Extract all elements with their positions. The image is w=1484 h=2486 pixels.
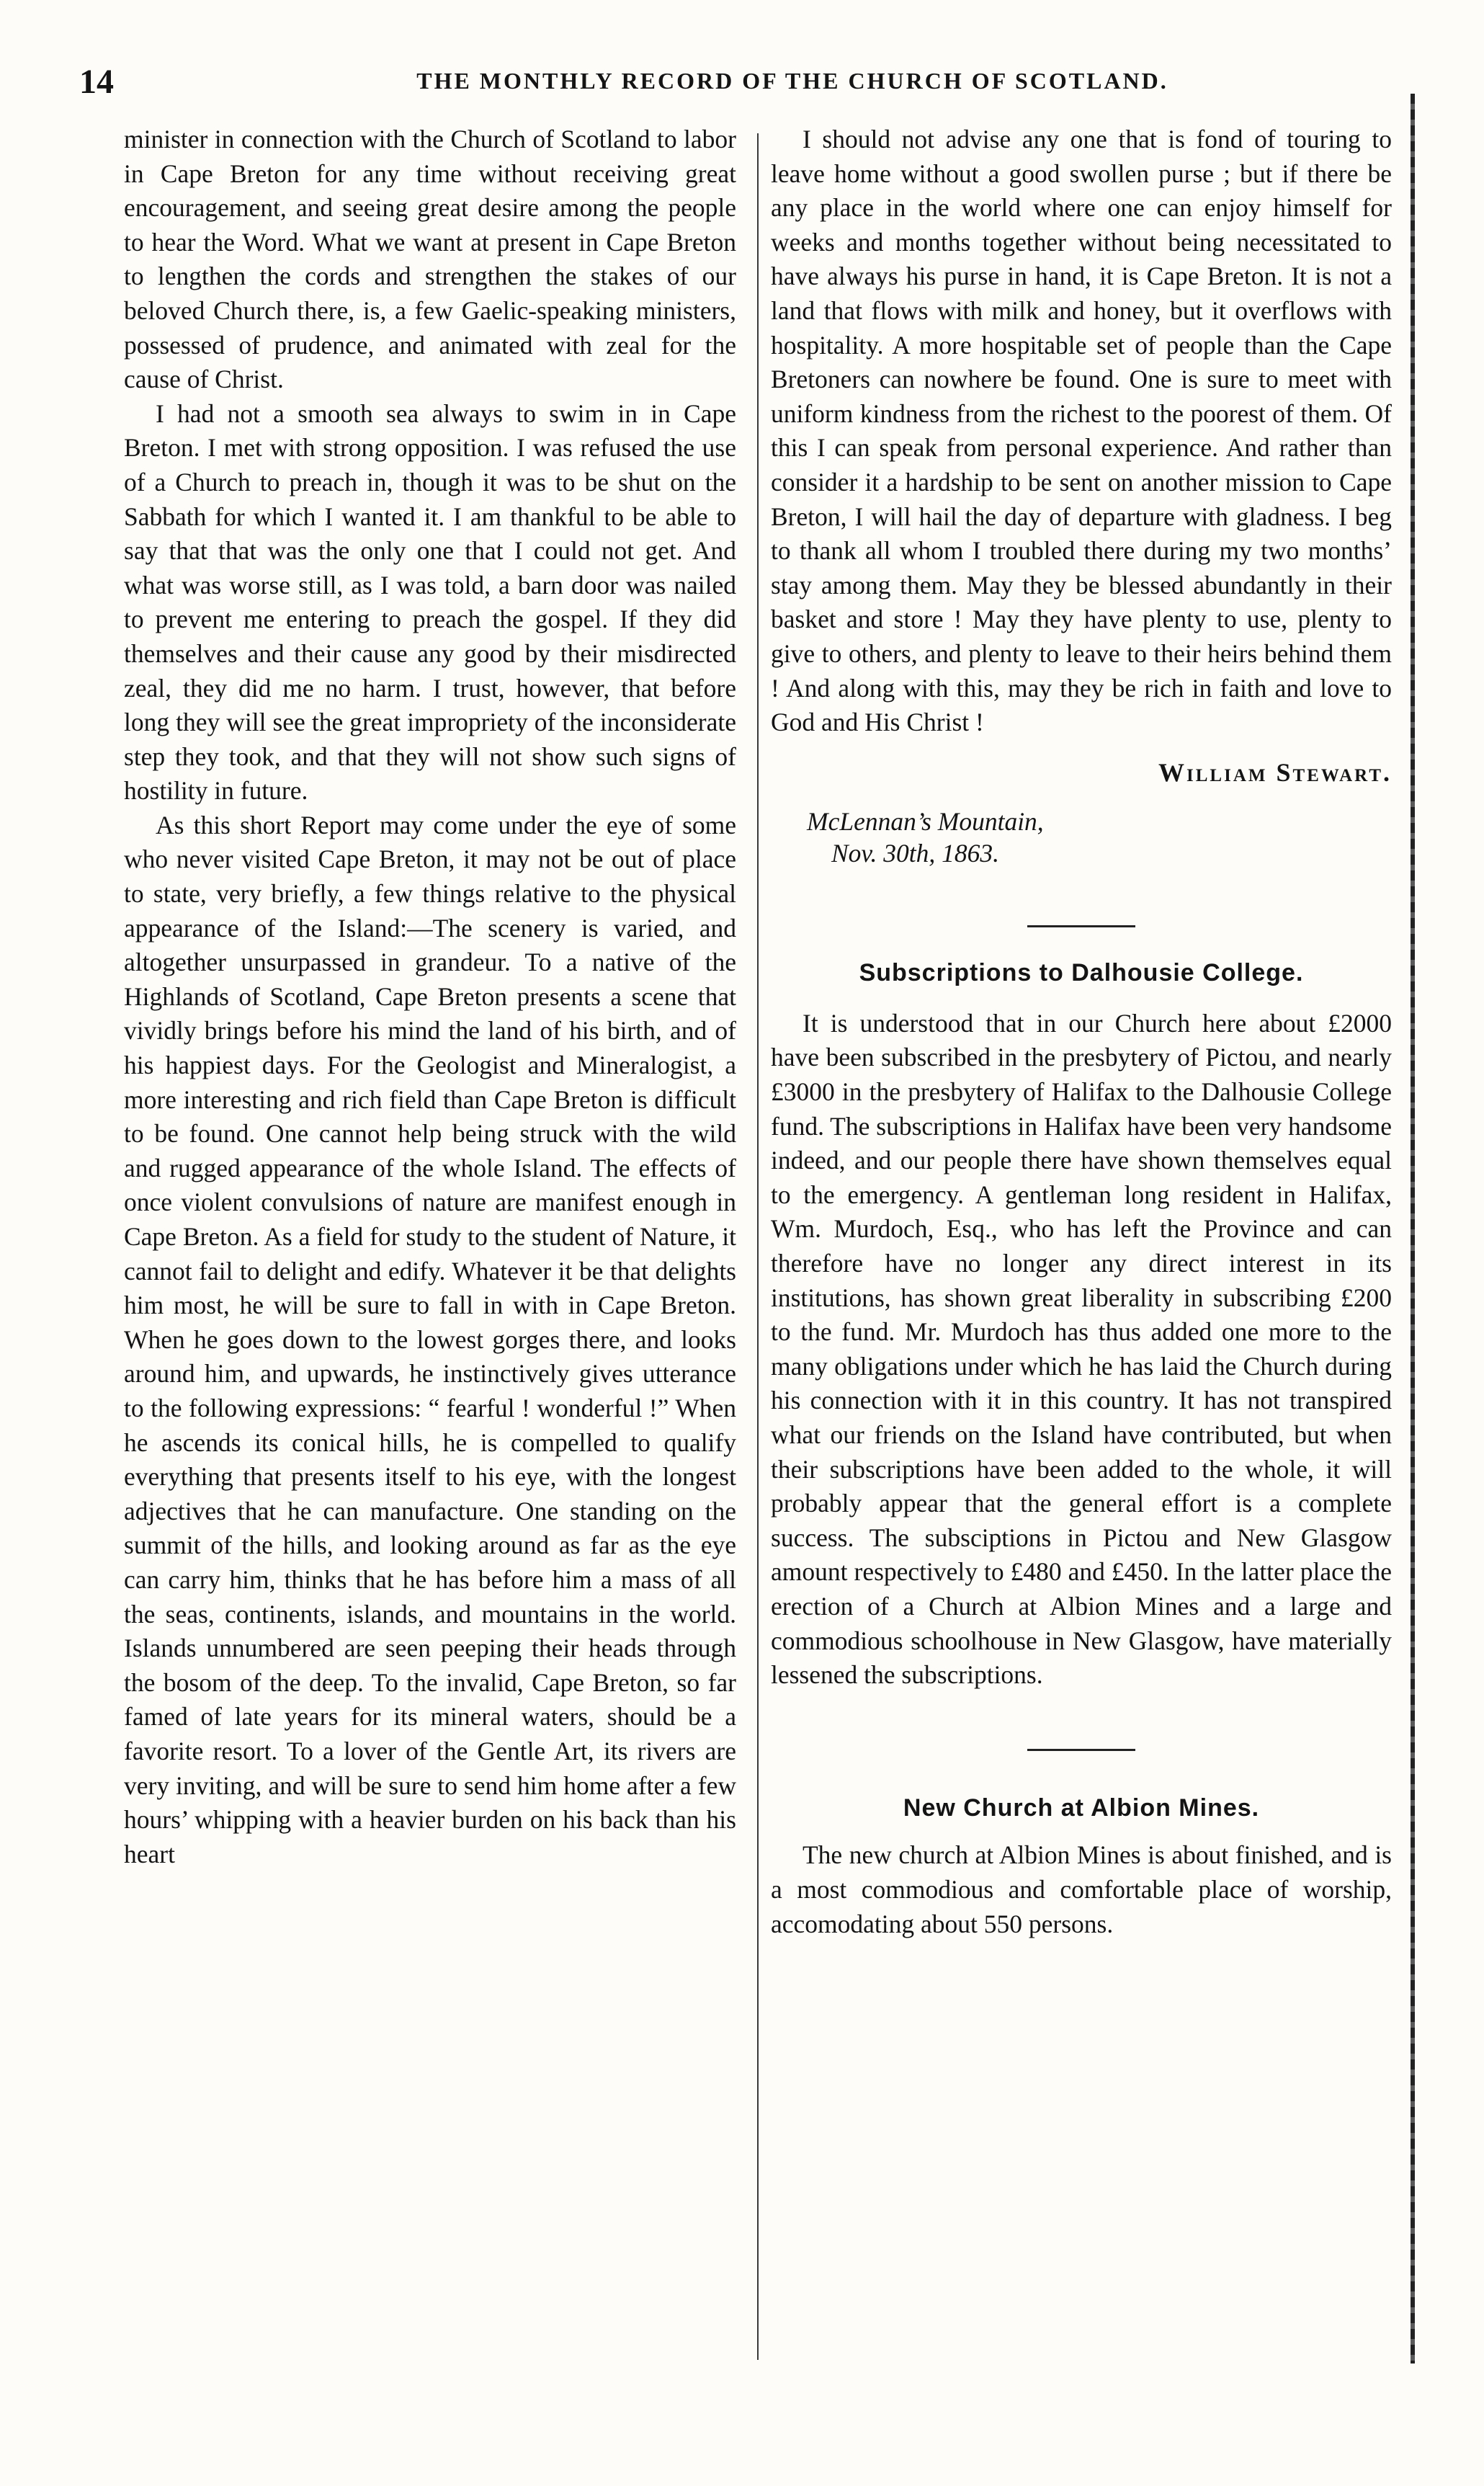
dateline [771,806,1392,869]
dateline-date: Nov. 30th, 1863. [831,839,1000,868]
journal-title: THE MONTHLY RECORD OF THE CHURCH OF SCOTLAND. [416,68,1168,94]
report-closing-paragraph: I should not advise any one that is fond of touring to leave home without a good swollen purse ; but if there be any place in the world where one can enjoy himself for weeks and months together without being necessitated to have always his purse in hand, it is Cape Breton. It is not a land that flows with milk and honey, but it overflows with hospitality. A more hospitable set of people than the Cape Bretoners can nowhere be found. One is sure to meet with uniform kindness from the richest to the poorest of them. Of this I can speak from personal experience. And rather than consider it a hardship to be sent on another mission to Cape Breton, I will hail the day of departure with gladness. I beg to thank all whom I troubled there during my two months’ stay among them. May they be blessed abundantly in their basket and store ! May they have plenty to use, plenty to give to others, and plenty to leave to their heirs behind them ! And along with this, may they be rich in faith and love to God and His Christ ! [771,125,1392,737]
section-divider [1027,925,1135,927]
column-divider [757,133,759,2360]
albion-section-title: New Church at Albion Mines. [903,1794,1260,1822]
left-column [124,122,736,1871]
dalhousie-section-text: It is understood that in our Church here about £2000 have been subscribed in the presbytery of Pictou, and nearly £3000 in the presbytery of Halifax to the Dalhousie College fund. The subscriptions in Halifax have been very handsome indeed, and our people there have shown themselves equal to the emergency. A gentleman long resident in Halifax, Wm. Murdoch, Esq., who has left the Province and can therefore have no longer any direct interest in its institutions, has shown great liberality in subscribing £200 to the fund. Mr. Murdoch has thus added one more to the many obligations under which he has laid the Church during his connection with it in this country. It has not transpired what our friends on the Island have contributed, but when their subscriptions have been added to the whole, it will probably appear that the general effort is a complete success. The subsciptions in Pictou and New Glasgow amount respectively to £480 and £450. In the latter place the erection of a Church at Albion Mines and a large and commodious schoolhouse in New Glasgow, have materially lessened the subscriptions. [771,1008,1392,1690]
section-divider [1027,1749,1135,1751]
page-number: 14 [79,63,114,101]
albion-section-text: The new church at Albion Mines is about finished, and is a most commodious and comfortable place of worship, accomodating about 550 persons. [771,1840,1392,1938]
author-signature: William Stewart. [1158,757,1392,787]
running-head [79,62,1412,112]
right-column [771,122,1392,1941]
page-edge-rule [1411,94,1415,2364]
report-paragraph-3: As this short Report may come under the eye of some who never visited Cape Breton, it may not be out of place to state, very briefly, a few things relative to the physical appearance of the Island:—The scenery is varied, and altogether unsurpassed in grandeur. To a native of the Highlands of Scotland, Cape Breton presents a scene that vividly brings before his mind the land of his birth, and of his happiest days. For the Geologist and Mineralogist, a more interesting and rich field than Cape Breton is difficult to be found. One cannot help being struck with the wild and rugged appearance of the whole Island. The effects of once violent convulsions of nature are manifest enough in Cape Breton. As a field for study to the student of Nature, it cannot fail to delight and edify. Whatever it be that delights him most, he will be sure to fall in with in Cape Breton. When he goes down to the lowest gorges there, and looks around him, and upwards, he instinctively gives utterance to the following expressions: “ fearful ! wonderful !” When he ascends its conical hills, he is compelled to qualify everything that presents itself to his eye, with the longest adjectives that he can manufacture. One standing on the summit of the hills, and looking around as far as the eye can carry him, thinks that he has before him a mass of all the seas, continents, islands, and mountains in the world. Islands unnumbered are seen peeping their heads through the bosom of the deep. To the invalid, Cape Breton, so far famed of late years for its mineral waters, should be a favorite resort. To a lover of the Gentle Art, its rivers are very inviting, and will be sure to send him home after a few hours’ whipping with a heavier burden on his back than his heart [124,810,736,1868]
report-paragraph-1: minister in connection with the Church of Scotland to labor in Cape Breton for any time without receiving great encouragement, and seeing great desire among the people to hear the Word. What we want at present in Cape Breton to lengthen the cords and strengthen the stakes of our beloved Church there, is, a few Gaelic-speaking ministers, possessed of prudence, and animated with zeal for the cause of Christ. [124,125,736,394]
report-paragraph-2: I had not a smooth sea always to swim in in Cape Breton. I met with strong opposition. I was refused the use of a Church to preach in, though it was to be shut on the Sabbath for which I wanted it. I am thankful to be able to say that that was the only one that I could not get. And what was worse still, as I was told, a barn door was nailed to prevent me entering to preach the gospel. If they did themselves and their cause any good by their misdirected zeal, they did me no harm. I trust, however, that before long they will see the great impropriety of the inconsiderate step they took, and that they will not show such signs of hostility in future. [124,398,736,806]
dalhousie-section-title: Subscriptions to Dalhousie College. [859,959,1304,987]
dateline-place: McLennan’s Mountain, [807,807,1044,837]
